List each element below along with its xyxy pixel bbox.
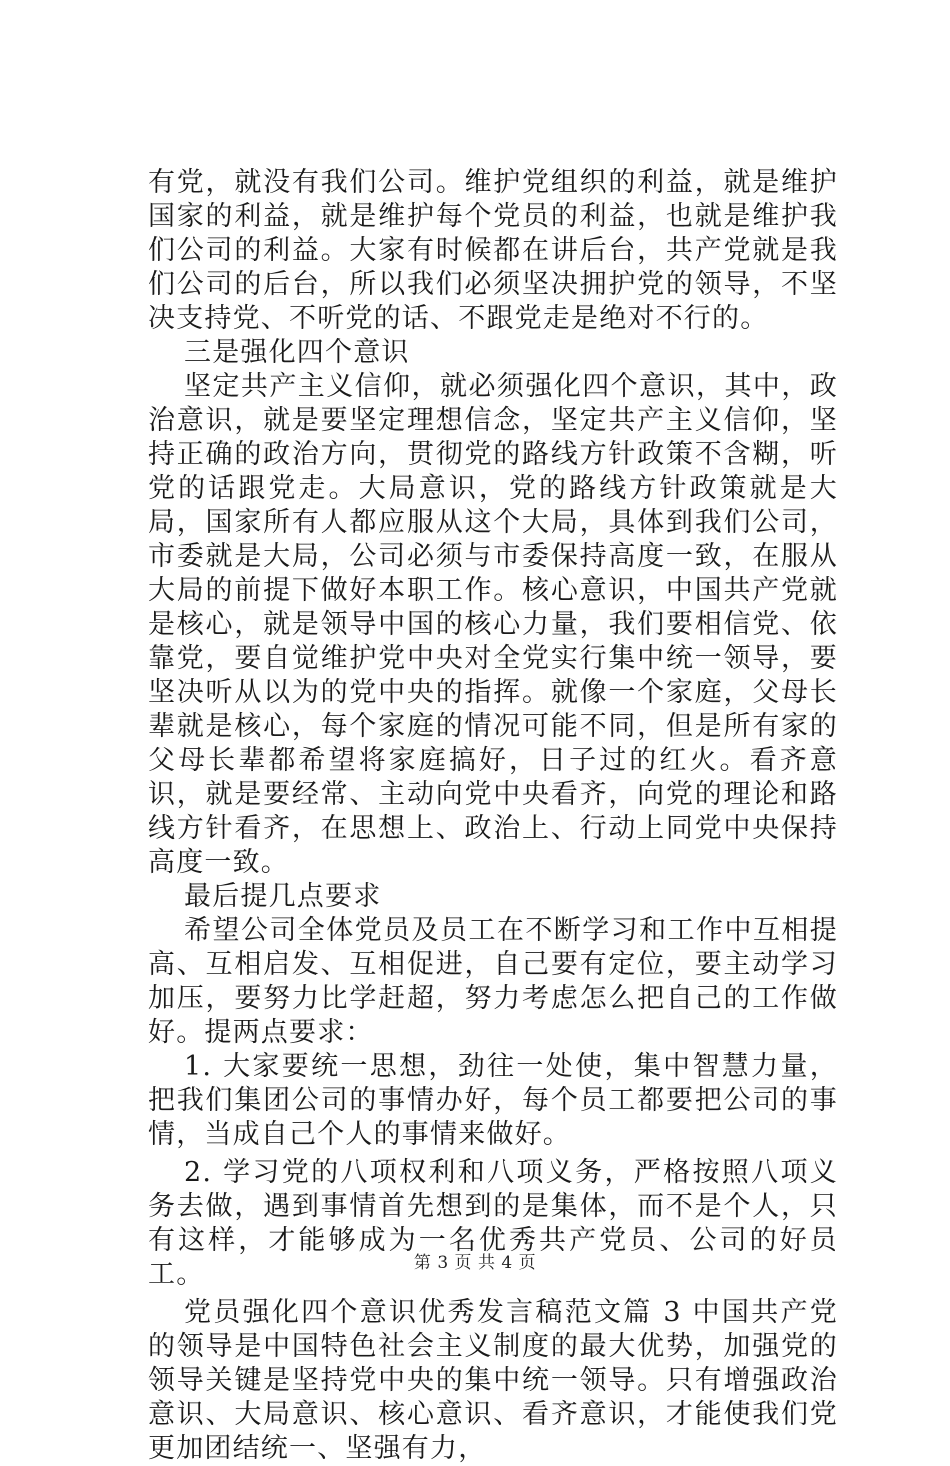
list-item-requirement-1: 1. 大家要统一思想，劲往一处使，集中智慧力量，把我们集团公司的事情办好，每个员工都要把公司的事情，当成自己个人的事情来做好。 <box>148 1051 838 1150</box>
section-heading-four-consciousness: 三是强化四个意识 <box>184 337 410 368</box>
paragraph-four-consciousness: 坚定共产主义信仰，就必须强化四个意识，其中，政治意识，就是要坚定理想信念，坚定共产主义信仰，坚持正确的政治方向，贯彻党的路线方针政策不含糊，听党的话跟党走。大局意识，党的路线方针政策就是大局，国家所有人都应服从这个大局，具体到我们公司，市委就是大局，公司必须与市委保持高度一致，在服从大局的前提下做好本职工作。核心意识，中国共产党就是核心，就是领导中国的核心力量，我们要相信党、依靠党，要自觉维护党中央对全党实行集中统一领导，要坚决听从以为的党中央的指挥。就像一个家庭，父母长辈就是核心，每个家庭的情况可能不同，但是所有家的父母长辈都希望将家庭搞好，日子过的红火。看齐意识，就是要经常、主动向党中央看齐，向党的理论和路线方针看齐，在思想上、政治上、行动上同党中央保持高度一致。 <box>148 371 838 878</box>
paragraph-requirements-intro: 希望公司全体党员及员工在不断学习和工作中互相提高、互相启发、互相促进，自己要有定位，要主动学习加压，要努力比学赶超，努力考虑怎么把自己的工作做好。提两点要求： <box>148 915 838 1048</box>
paragraph-continuation: 有党，就没有我们公司。维护党组织的利益，就是维护国家的利益，就是维护每个党员的利益，也就是维护我们公司的利益。大家有时候都在讲后台，共产党就是我们公司的后台，所以我们必须坚决拥护党的领导，不坚决支持党、不听党的话、不跟党走是绝对不行的。 <box>148 167 838 334</box>
list-item-requirement-2: 2. 学习党的八项权利和八项义务，严格按照八项义务去做，遇到事情首先想到的是集体，而不是个人，只有这样，才能够成为一名优秀共产党员、公司的好员工。 <box>148 1157 838 1290</box>
page-number-footer: 第 3 页 共 4 页 <box>413 1253 537 1273</box>
section-heading-requirements: 最后提几点要求 <box>184 881 382 912</box>
paragraph-article-3: 党员强化四个意识优秀发言稿范文篇 3 中国共产党的领导是中国特色社会主义制度的最大优势，加强党的领导关键是坚持党中央的集中统一领导。只有增强政治意识、大局意识、核心意识、看齐意识，才能使我们党更加团结统一、坚强有力， <box>148 1297 838 1464</box>
